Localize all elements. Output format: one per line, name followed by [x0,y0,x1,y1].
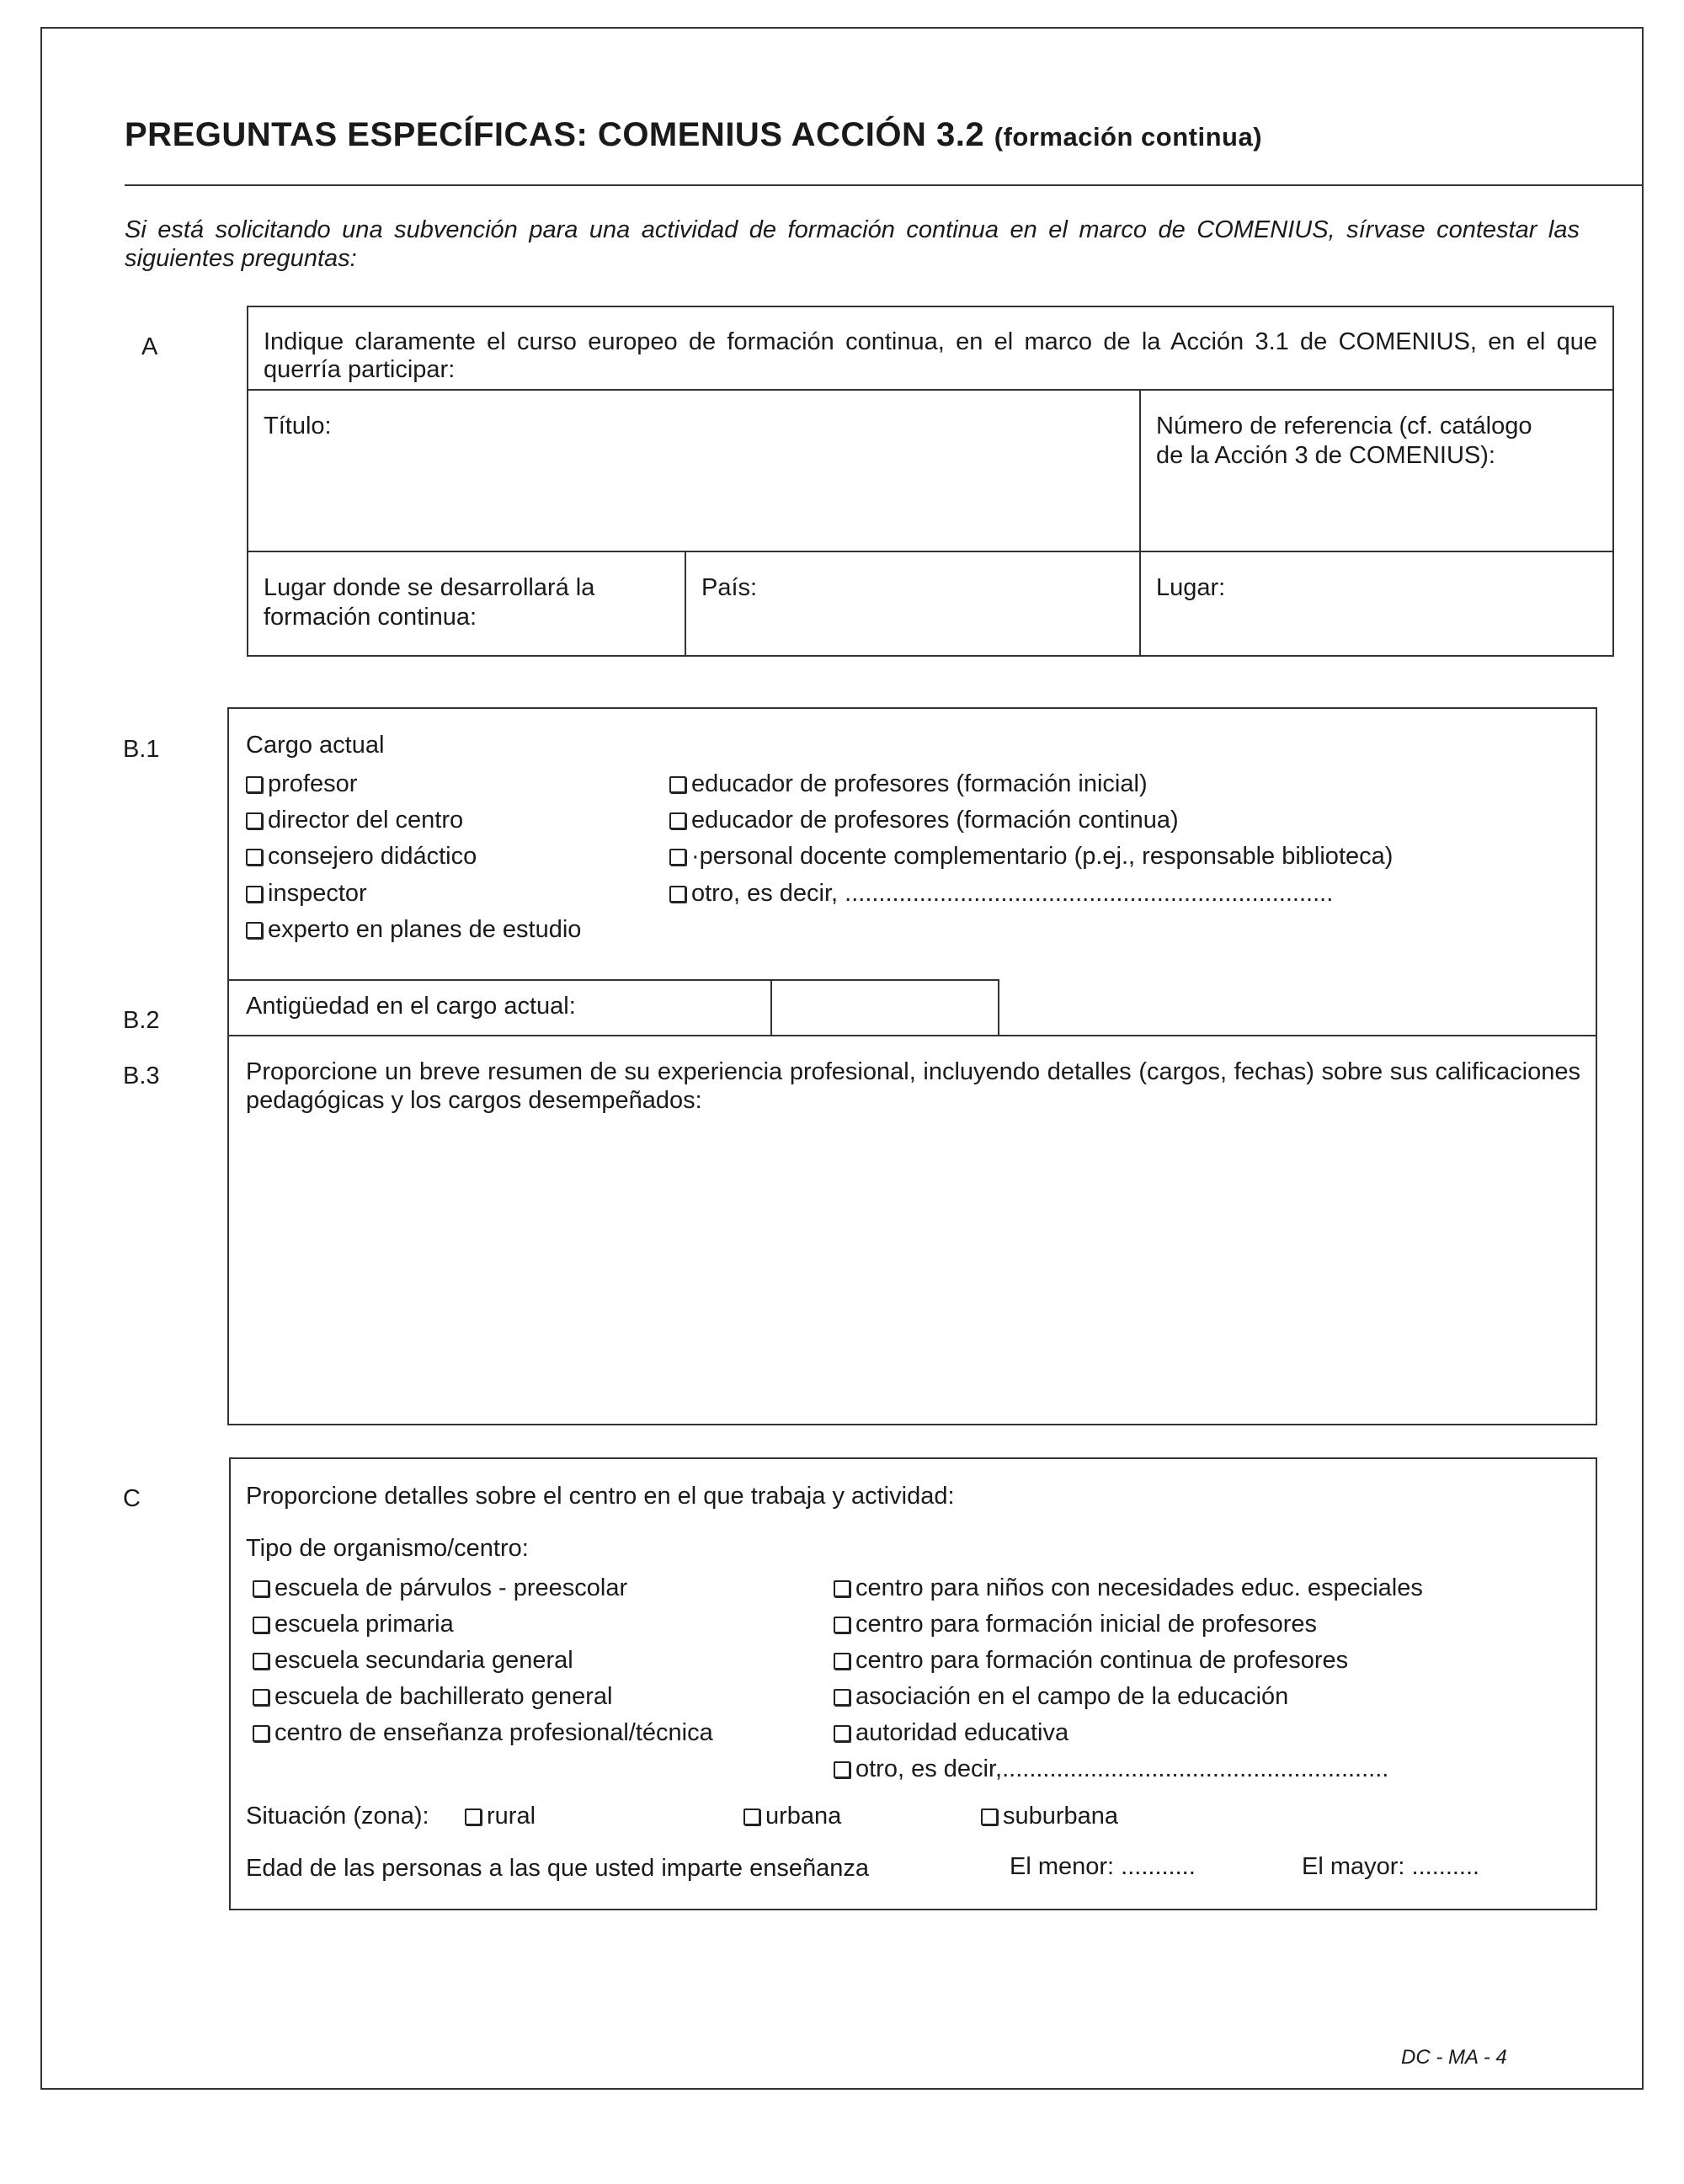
title-sub: (formación continua) [994,122,1263,152]
checkbox-icon[interactable] [246,812,263,829]
checkbox-icon[interactable] [246,776,263,793]
checkbox-icon[interactable] [253,1689,269,1706]
checkbox-icon[interactable] [834,1725,850,1742]
section-a-label: A [141,333,158,360]
pais-label: País: [701,574,758,601]
cargo-option-director[interactable]: director del centro [246,806,463,835]
titulo-field[interactable] [247,391,1138,549]
checkbox-icon[interactable] [834,1580,850,1597]
cargo-option-educador-inicial[interactable]: educador de profesores (formación inicial) [669,770,1148,799]
checkbox-icon[interactable] [669,886,686,903]
cargo-actual-heading: Cargo actual [246,732,385,759]
cargo-option-personal-docente[interactable]: ·personal docente complementario (p.ej., responsable biblioteca) [669,842,1393,871]
tipo-option-asociacion[interactable]: asociación en el campo de la educación [834,1682,1288,1712]
edad-menor-field[interactable]: El menor: ........... [1010,1853,1196,1880]
tipo-option-otro[interactable]: otro, es decir,......................................................... [834,1755,1388,1784]
intro-text: Si está solicitando una subvención para una actividad de formación continua en el marco de COMENIUS, sírvase contestar las siguientes preguntas: [125,216,1580,272]
checkbox-icon[interactable] [834,1617,850,1633]
checkbox-icon[interactable] [246,886,263,903]
tipo-heading: Tipo de organismo/centro: [246,1535,529,1562]
tipo-option-bachillerato[interactable]: escuela de bachillerato general [253,1682,612,1712]
pais-field[interactable] [686,552,1138,655]
section-b2-label: B.2 [123,1007,160,1034]
page-code: DC - MA - 4 [1401,2046,1507,2069]
checkbox-icon[interactable] [669,849,686,866]
tipo-option-necesidades[interactable]: centro para niños con necesidades educ. especiales [834,1574,1423,1603]
cargo-option-consejero[interactable]: consejero didáctico [246,842,477,871]
lugar-formacion-label: Lugar donde se desarrollará la formación continua: [264,574,595,631]
antiguedad-label: Antigüedad en el cargo actual: [246,993,576,1020]
tipo-option-autoridad[interactable]: autoridad educativa [834,1718,1068,1748]
situacion-label: Situación (zona): [246,1803,429,1830]
titulo-label: Título: [264,413,332,439]
checkbox-icon[interactable] [743,1808,760,1825]
referencia-label: Número de referencia (cf. catálogo de la Acción 3 de COMENIUS): [1156,413,1532,469]
page-title [125,116,1262,154]
lugar-label: Lugar: [1156,574,1226,601]
tipo-option-secundaria[interactable]: escuela secundaria general [253,1646,573,1675]
zona-option-urbana[interactable]: urbana [743,1802,841,1831]
experiencia-question: Proporcione un breve resumen de su experiencia profesional, incluyendo detalles (cargos, fechas) sobre sus calificaciones pedagógicas y los cargos desempeñados: [246,1058,1580,1114]
edad-label: Edad de las personas a las que usted imparte enseñanza [246,1855,869,1882]
checkbox-icon[interactable] [834,1653,850,1670]
section-b3-label: B.3 [123,1063,160,1089]
checkbox-icon[interactable] [834,1689,850,1706]
cargo-option-otro[interactable]: otro, es decir, ........................................................................ [669,879,1333,908]
checkbox-icon[interactable] [253,1580,269,1597]
tipo-option-formacion-continua[interactable]: centro para formación continua de profesores [834,1646,1348,1675]
lugar-field[interactable] [1141,552,1612,655]
section-c-label: C [123,1485,141,1512]
checkbox-icon[interactable] [669,812,686,829]
checkbox-icon[interactable] [834,1761,850,1778]
edad-mayor-field[interactable]: El mayor: .......... [1302,1853,1480,1880]
zona-option-rural[interactable]: rural [465,1802,536,1831]
cargo-option-experto[interactable]: experto en planes de estudio [246,915,581,945]
tipo-option-profesional[interactable]: centro de enseñanza profesional/técnica [253,1718,713,1748]
checkbox-icon[interactable] [246,922,263,939]
cargo-option-educador-continua[interactable]: educador de profesores (formación continua) [669,806,1179,835]
section-b1-label: B.1 [123,736,160,763]
experiencia-field[interactable] [229,1120,1596,1424]
tipo-option-primaria[interactable]: escuela primaria [253,1610,454,1639]
tipo-option-formacion-inicial[interactable]: centro para formación inicial de profesores [834,1610,1317,1639]
checkbox-icon[interactable] [253,1653,269,1670]
section-b3-top-rule [227,1035,1597,1036]
checkbox-icon[interactable] [253,1617,269,1633]
title-rule [125,184,1642,186]
checkbox-icon[interactable] [465,1808,482,1825]
checkbox-icon[interactable] [253,1725,269,1742]
tipo-option-parvulos[interactable]: escuela de párvulos - preescolar [253,1574,627,1603]
zona-option-suburbana[interactable]: suburbana [981,1802,1118,1831]
section-a-question: Indique claramente el curso europeo de formación continua, en el marco de la Acción 3.1 de COMENIUS, en el que querría participar: [264,328,1597,383]
cargo-option-inspector[interactable]: inspector [246,879,367,908]
antiguedad-field[interactable] [772,981,996,1035]
checkbox-icon[interactable] [981,1808,998,1825]
checkbox-icon[interactable] [669,776,686,793]
centro-question: Proporcione detalles sobre el centro en el que trabaja y actividad: [246,1483,955,1510]
checkbox-icon[interactable] [246,849,263,866]
cargo-option-profesor[interactable]: profesor [246,770,357,799]
title-main: PREGUNTAS ESPECÍFICAS: COMENIUS ACCIÓN 3.2 [125,116,985,153]
section-b2-right-rule [998,979,999,1036]
